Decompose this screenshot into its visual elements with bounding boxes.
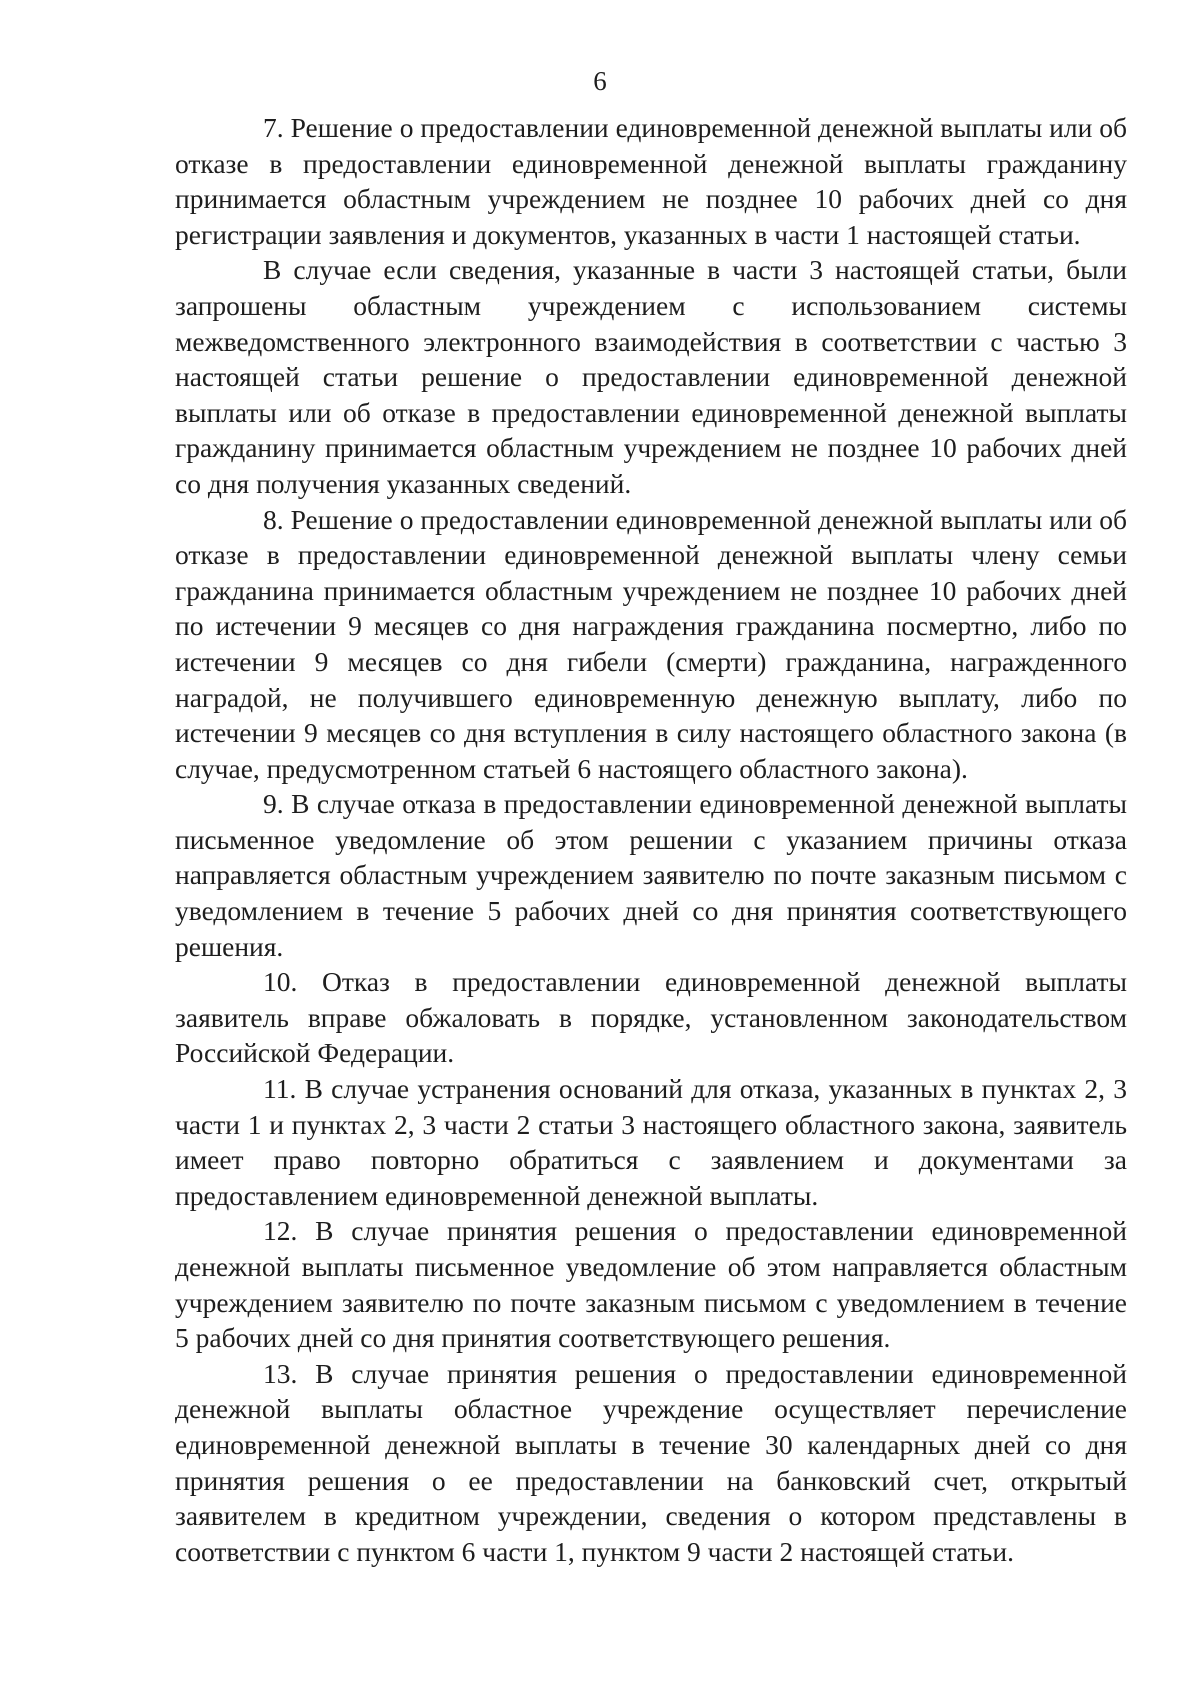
page-number: 6 xyxy=(593,66,607,96)
paragraph-13: 13. В случае принятия решения о предоставлении единовременной денежной выплаты областное учреждение осуществляет перечисление единовременной денежной выплаты в течение 30 календарных дней со дня принятия решения о ее предоставлении на банковский счет, открытый заявителем в кредитном учреждении, сведения о котором представлены в соответствии с пунктом 6 части 1, пунктом 9 части 2 настоящей статьи. xyxy=(175,1357,1127,1567)
paragraph-9: 9. В случае отказа в предоставлении единовременной денежной выплаты письменное уведомление об этом решении с указанием причины отказа направляется областным учреждением заявителю по почте заказным письмом с уведомлением в течение 5 рабочих дней со дня принятия соответствующего решения. xyxy=(175,788,1127,962)
paragraph-8: 8. Решение о предоставлении единовременной денежной выплаты или об отказе в предоставлении единовременной денежной выплаты члену семьи гражданина принимается областным учреждением не позднее 10 рабочих дней по истечении 9 месяцев со дня награждения гражданина посмертно, либо по истечении 9 месяцев со дня гибели (смерти) гражданина, награжденного наградой, не получившего единовременную денежную выплату, либо по истечении 9 месяцев со дня вступления в силу настоящего областного закона (в случае, предусмотренном статьей 6 настоящего областного закона). xyxy=(175,503,1127,784)
paragraph-12: 12. В случае принятия решения о предоставлении единовременной денежной выплаты письменное уведомление об этом направляется областным учреждением заявителю по почте заказным письмом с уведомлением в течение 5 рабочих дней со дня принятия соответствующего решения. xyxy=(175,1215,1127,1354)
paragraph-11: 11. В случае устранения оснований для отказа, указанных в пунктах 2, 3 части 1 и пунктах 2, 3 части 2 статьи 3 настоящего областного закона, заявитель имеет право повторно обратиться с заявлением и документами за предоставлением единовременной денежной выплаты. xyxy=(175,1073,1127,1211)
document-body xyxy=(175,110,1127,1569)
paragraph-7: 7. Решение о предоставлении единовременной денежной выплаты или об отказе в предоставлении единовременной денежной выплаты гражданину принимается областным учреждением не позднее 10 рабочих дней со дня регистрации заявления и документов, указанных в части 1 настоящей статьи. xyxy=(175,112,1127,250)
paragraph-7-continued: В случае если сведения, указанные в части 3 настоящей статьи, были запрошены областным учреждением с использованием системы межведомственного электронного взаимодействия в соответствии с частью 3 настоящей статьи решение о предоставлении единовременной денежной выплаты или об отказе в предоставлении единовременной денежной выплаты гражданину принимается областным учреждением не позднее 10 рабочих дней со дня получения указанных сведений. xyxy=(175,254,1127,499)
paragraph-10: 10. Отказ в предоставлении единовременной денежной выплаты заявитель вправе обжаловать в порядке, установленном законодательством Российской Федерации. xyxy=(175,966,1127,1069)
